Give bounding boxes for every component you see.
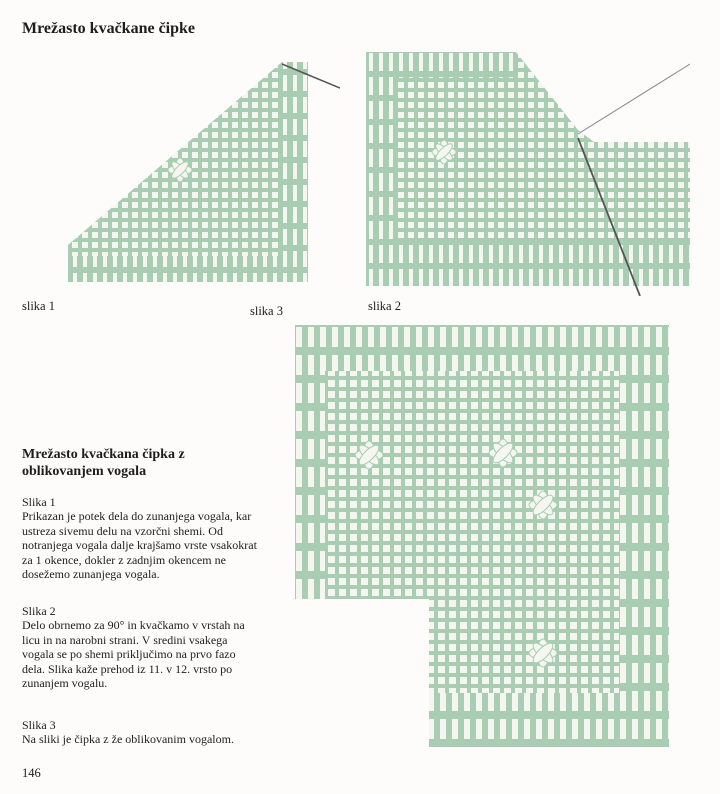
photo-lace-triangle: [20, 50, 340, 292]
paragraph-slika-2: [22, 604, 258, 690]
page-number: 146: [22, 766, 41, 780]
paragraph-text: Prikazan je potek dela do zunanjega vogala, kar ustreza sivemu delu na vzorčni shemi. Od notranjega vogala dalje krajšamo vrste vsakokrat za 1 okence, dokler z zadnjim okencem ne dosežemo zunanjega vogala.: [22, 509, 257, 582]
paragraph-heading: Slika 2: [22, 604, 56, 618]
paragraph-heading: Slika 3: [22, 718, 56, 732]
section-title: Mrežasto kvačkana čipka z oblikovanjem vogala: [22, 447, 185, 479]
page-title: Mrežasto kvačkane čipke: [22, 20, 196, 37]
paragraph-heading: Slika 1: [22, 495, 56, 509]
caption-slika-3: slika 3: [250, 304, 283, 318]
caption-slika-2: slika 2: [368, 299, 401, 313]
paragraph-text: Na sliki je čipka z že oblikovanim vogalom.: [22, 732, 234, 747]
photo-lace-corner-turn: [366, 50, 690, 296]
paragraph-slika-3: [22, 718, 258, 747]
paragraph-text: Delo obrnemo za 90° in kvačkamo v vrstah na licu in na narobni strani. V sredini vsakega vogala se po shemi priključimo na prvo fazo dela. Slika kaže prehod iz 11. v 12. vrsto po zunanjem vogalu.: [22, 618, 245, 691]
caption-slika-1: slika 1: [22, 299, 55, 313]
photo-lace-finished-corner: [293, 323, 675, 753]
paragraph-slika-1: [22, 495, 258, 581]
